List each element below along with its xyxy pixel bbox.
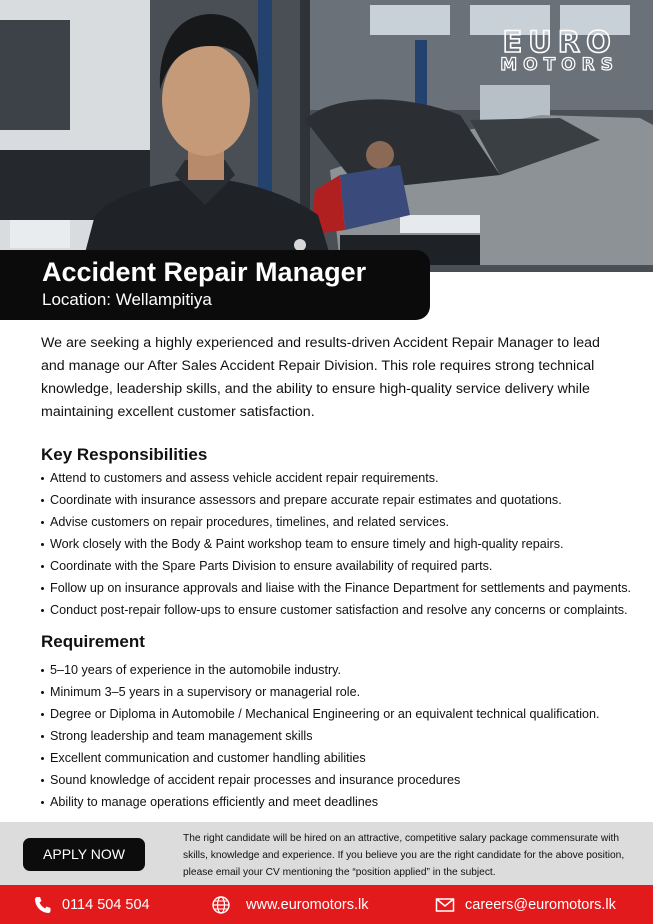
- requirement-text: 5–10 years of experience in the automobile industry.: [50, 663, 341, 677]
- bullet-icon: [41, 609, 44, 612]
- requirements-list: [41, 659, 641, 813]
- bullet-icon: [41, 691, 44, 694]
- requirement-text: Excellent communication and customer handling abilities: [50, 751, 366, 765]
- logo-text-motors: MOTORS: [500, 55, 619, 75]
- hero-photo: [0, 0, 653, 272]
- list-item: [41, 747, 641, 769]
- responsibility-text: Follow up on insurance approvals and liaise with the Finance Department for settlements and payments.: [50, 581, 632, 595]
- list-item: [41, 681, 641, 703]
- job-title: Accident Repair Manager: [42, 257, 367, 287]
- requirement-text: Strong leadership and team management skills: [50, 729, 313, 743]
- phone-number[interactable]: 0114 504 504: [62, 897, 150, 913]
- list-item: [41, 511, 641, 533]
- bullet-icon: [41, 801, 44, 804]
- globe-icon: [211, 895, 231, 915]
- responsibility-text: Conduct post-repair follow-ups to ensure customer satisfaction and resolve any concerns or complaints.: [50, 603, 628, 617]
- bullet-icon: [41, 757, 44, 760]
- list-item: [41, 467, 641, 489]
- bullet-icon: [41, 669, 44, 672]
- website-link[interactable]: www.euromotors.lk: [246, 897, 369, 913]
- bullet-icon: [41, 477, 44, 480]
- phone-icon: [33, 895, 53, 915]
- intro-paragraph: [41, 332, 621, 424]
- responsibility-text: Coordinate with the Spare Parts Division to ensure availability of required parts.: [50, 559, 493, 573]
- list-item: [41, 659, 641, 681]
- brand-logo: [500, 25, 619, 75]
- responsibilities-list: [41, 467, 641, 621]
- list-item: [41, 725, 641, 747]
- job-location: Location: Wellampitiya: [42, 290, 212, 309]
- list-item: [41, 599, 641, 621]
- intro-text: We are seeking a highly experienced and results-driven Accident Repair Manager to lead and manage our After Sales Accident Repair Division. This role requires strong technical knowledge, leadership skills, and the ability to ensure high-quality service delivery while maintaining excellent customer satisfaction.: [41, 335, 600, 420]
- requirement-text: Degree or Diploma in Automobile / Mechanical Engineering or an equivalent technical qualification.: [50, 707, 600, 721]
- responsibility-text: Coordinate with insurance assessors and prepare accurate repair estimates and quotations.: [50, 493, 562, 507]
- responsibilities-heading: Key Responsibilities: [41, 445, 208, 464]
- list-item: [41, 489, 641, 511]
- requirement-text: Ability to manage operations efficiently and meet deadlines: [50, 795, 379, 809]
- requirement-text: Minimum 3–5 years in a supervisory or managerial role.: [50, 685, 361, 699]
- responsibility-text: Advise customers on repair procedures, timelines, and related services.: [50, 515, 449, 529]
- apply-now-button[interactable]: APPLY NOW: [23, 838, 145, 871]
- requirements-heading: Requirement: [41, 632, 145, 651]
- apply-note: The right candidate will be hired on an attractive, competitive salary package commensurate with skills, knowledge and experience. If you believe you are the right candidate for the above position, please email your CV mentioning the “position applied” in the subject.: [183, 833, 625, 878]
- bullet-icon: [41, 543, 44, 546]
- logo-text-euro: EURO: [502, 25, 617, 59]
- list-item: [41, 533, 641, 555]
- requirement-text: Sound knowledge of accident repair processes and insurance procedures: [50, 773, 461, 787]
- list-item: [41, 555, 641, 577]
- list-item: [41, 577, 641, 599]
- bullet-icon: [41, 779, 44, 782]
- bullet-icon: [41, 565, 44, 568]
- email-link[interactable]: careers@euromotors.lk: [465, 897, 616, 913]
- list-item: [41, 791, 641, 813]
- list-item: [41, 703, 641, 725]
- bullet-icon: [41, 499, 44, 502]
- responsibility-text: Attend to customers and assess vehicle accident repair requirements.: [50, 471, 439, 485]
- responsibility-text: Work closely with the Body & Paint workshop team to ensure timely and high-quality repairs.: [50, 537, 564, 551]
- envelope-icon: [435, 895, 455, 915]
- bullet-icon: [41, 521, 44, 524]
- bullet-icon: [41, 735, 44, 738]
- bullet-icon: [41, 713, 44, 716]
- bullet-icon: [41, 587, 44, 590]
- list-item: [41, 769, 641, 791]
